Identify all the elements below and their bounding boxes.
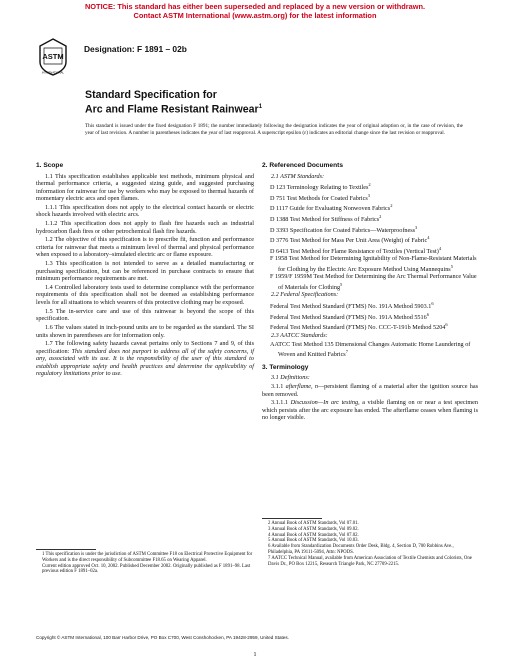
reference-item <box>262 202 478 213</box>
reference-text: D 1388 Test Method for Stiffness of Fabrics <box>270 216 380 224</box>
reference-footnote-marker: 4 <box>427 235 430 241</box>
federal-specs-subheading: 2.2 Federal Specifications: <box>271 291 339 299</box>
aatcc-reference-list <box>262 341 478 359</box>
reference-footnote-marker: 2 <box>368 182 371 188</box>
left-footnotes <box>36 541 254 575</box>
reference-text: Federal Test Method Standard (FTMS) No. 191A Method 5516 <box>270 313 427 321</box>
reference-text: D 3776 Test Method for Mass Per Unit Area (Weight) of Fabric <box>270 237 428 245</box>
footnote-item: 6 Available from Standardization Documents Order Desk, Bldg. 4, Section D, 700 Robbins Ave., Philadelphia, PA 19111-5094, Attn: NPODS. <box>268 544 454 555</box>
paragraph-1-1-2: 1.1.2 This specification does not apply to flash fire hazards such as industrial hydrocarbon flash fires or other petrochemical flash fire hazards. <box>36 220 254 235</box>
designation: Designation: F 1891 – 02b <box>84 44 187 54</box>
num-3-1-1: 3.1.1 <box>271 383 286 390</box>
footnote-item: 4 Annual Book of ASTM Standards, Vol 07.02. <box>268 532 359 538</box>
reference-text: D 3393 Specification for Coated Fabrics—Waterproofness <box>270 226 416 234</box>
safety-caveat: This standard does not purport to address all of the safety concerns, if any, associated with its use. It is the responsibility of the user of this standard to establish appropriate safety and health practices and determine the applicability of regulatory limitations prior to use. <box>36 347 254 378</box>
notice-line-2: Contact ASTM International (www.astm.org) for the latest information <box>133 11 377 20</box>
paragraph-1-4: 1.4 Controlled laboratory tests used to determine compliance with the performance requirements of this specification shall not be deemed as establishing performance levels for all situations to which wearers of this protective clothing may be exposed. <box>36 283 254 306</box>
title-footnote-marker: 1 <box>258 104 263 110</box>
aatcc-subheading: 2.3 AATCC Standards: <box>271 331 328 339</box>
reference-text: F 1958 Test Method for Determining Ignitability of Non-Flame-Resistant Materials for Clothing by the Electric Arc Exposure Method Using Mannequins <box>270 255 477 273</box>
paragraph-1-3: 1.3 This specification is not intended to serve as a detailed manufacturing or purchasing specification, but can be referenced in purchase contracts to ensure that minimum performance requirements are met. <box>36 260 254 283</box>
federal-reference-list <box>262 300 478 332</box>
term-afterflame: afterflame, n <box>285 383 318 390</box>
reference-footnote-marker: 6 <box>431 301 434 307</box>
reference-item <box>262 181 478 192</box>
reference-text: D 1117 Guide for Evaluating Nonwoven Fabrics <box>270 205 391 213</box>
reference-footnote-marker: 6 <box>445 322 448 328</box>
paragraph-3-1-1 <box>262 383 478 398</box>
reference-item <box>262 224 478 235</box>
paragraph-1-1: 1.1 This specification establishes applicable test methods, minimum physical and thermal performance criteria, a suggested sizing guide, and suggested purchasing information for rainwear for use by workers who may be exposed to thermal hazards of momentary electric arcs and open flames. <box>36 172 254 202</box>
paragraph-1-6: 1.6 The values stated in inch-pound units are to be regarded as the standard. The SI units shown in parentheses are for information only. <box>36 324 254 339</box>
astm-reference-list <box>262 181 478 291</box>
reference-text: D 6413 Test Method for Flame Resistance of Textiles (Vertical Test) <box>270 247 439 255</box>
footnote-rule <box>36 549 96 550</box>
reference-text: D 123 Terminology Relating to Textiles <box>270 184 369 192</box>
reference-footnote-marker: 5 <box>340 281 343 287</box>
footnote-1-edition: Current edition approved Oct. 10, 2002. Published December 2002. Originally published as F 1891–98. Last previous edition F 1891–02a. <box>42 563 251 575</box>
reference-item <box>262 255 478 273</box>
paragraph-1-7 <box>36 340 254 378</box>
reference-item <box>262 245 478 256</box>
reference-footnote-marker: 4 <box>438 245 442 251</box>
notice-line-1: NOTICE: This standard has either been superseded and replaced by a new version or withdrawn. <box>84 2 426 11</box>
svg-text:INTERNATIONAL: INTERNATIONAL <box>41 70 65 75</box>
footnote-1: 1 This specification is under the jurisdiction of ASTM Committee F18 on Electrical Protective Equipment for Workers and is the direct responsibility of Subcommittee F18.65 on Wearing Apparel. <box>42 552 253 563</box>
reference-text: D 751 Test Methods for Coated Fabrics <box>270 194 368 202</box>
reference-item <box>262 321 478 332</box>
paragraph-1-5: 1.5 The in-service care and use of this rainwear is beyond the scope of this specification. <box>36 307 254 323</box>
reference-text: Federal Test Method Standard (FTMS) No. 191A Method 5903.1 <box>270 303 432 311</box>
reference-item <box>262 311 478 322</box>
withdrawal-notice <box>0 2 510 20</box>
right-column <box>262 162 478 423</box>
copyright-line: Copyright © ASTM International, 100 Barr Harbor Drive, PO Box C700, West Conshohocken, PA 19428-2959, United States. <box>36 635 289 640</box>
paragraph-1-1-1: 1.1.1 This specification does not apply to the electrical contact hazards or electric shock hazards involved with electric arcs. <box>36 203 254 219</box>
num-3-1-1-1: 3.1.1.1 <box>271 399 291 407</box>
astm-logo <box>38 38 68 76</box>
footnote-item: 7 AATCC Technical Manual, available from American Association of Textile Chemists and Colorists, One Davis Dr., PO Box 12215, Research Triangle Park, NC 27709-2215. <box>268 555 472 567</box>
terminology-heading: 3. Terminology <box>262 363 309 371</box>
reference-item <box>262 273 478 291</box>
left-column <box>36 162 254 379</box>
discussion-text: , a visible flaming on or near a test specimen which persists after the arc exposure has ended. The afterflame ceases when flaming is no longer visible. <box>262 399 478 422</box>
title-line-2: Arc and Flame Resistant Rainwear <box>85 103 259 116</box>
reference-footnote-marker: 6 <box>426 311 429 317</box>
page-number: 1 <box>253 651 257 658</box>
document-title <box>85 89 262 116</box>
reference-item <box>262 213 478 224</box>
issued-note: This standard is issued under the fixed designation F 1891; the number immediately following the designation indicates the year of original adoption or, in the case of revision, the year of last revision. A number in parentheses indicates the year of last reapproval. A superscript epsilon (ε) indicates an editorial change since the last revision or reapproval. <box>85 123 463 136</box>
reference-footnote-marker: 7 <box>345 349 348 355</box>
svg-text:ASTM: ASTM <box>42 52 64 61</box>
footnote-item: 3 Annual Book of ASTM Standards, Vol 09.02. <box>268 526 359 532</box>
paragraph-1-2: 1.2 The objective of this specification is to prescribe fit, function and performance criteria for rainwear that meets a minimum level of thermal and physical performance when exposed to a laboratory–simulated electric arc or flame exposure. <box>36 236 254 259</box>
references-heading: 2. Referenced Documents <box>262 162 343 169</box>
paragraph-1-7-plain: 1.7 The following safety hazards caveat pertains only to Sections 7 and 9, of this specification: <box>36 340 254 355</box>
reference-item <box>262 341 478 359</box>
title-line-1: Standard Specification for <box>85 89 217 101</box>
reference-footnote-marker: 2 <box>390 203 393 209</box>
afterflame-definition: —persistent flaming of a material after the ignition source has been removed. <box>262 383 479 398</box>
discussion-label: Discussion—In arc testing <box>290 399 359 407</box>
reference-footnote-marker: 3 <box>415 224 418 230</box>
right-footnotes <box>262 510 478 567</box>
astm-standards-subheading: 2.1 ASTM Standards: <box>271 172 325 180</box>
scope-heading: 1. Scope <box>36 162 64 169</box>
right-footnote-list <box>262 521 478 567</box>
reference-footnote-marker: 5 <box>450 263 453 269</box>
footnote-item: 5 Annual Book of ASTM Standards, Vol 10.03. <box>268 538 359 544</box>
footnote-item: 2 Annual Book of ASTM Standards, Vol 07.01. <box>268 521 359 526</box>
paragraph-3-1-1-1 <box>262 399 478 422</box>
reference-text: F 1959/F 1959M Test Method for Determining the Arc Thermal Performance Value of Materials for Clothing <box>270 273 477 291</box>
reference-text: Federal Test Method Standard (FTMS) No. CCC-T-191b Method 5204 <box>270 324 446 332</box>
reference-item <box>262 192 478 203</box>
reference-item <box>262 234 478 245</box>
reference-text: AATCC Test Method 135 Dimensional Changes Automatic Home Laundering of Woven and Knitted Fabrics <box>270 340 471 359</box>
footnote-rule-right <box>262 518 322 519</box>
definitions-subheading: 3.1 Definitions: <box>271 374 310 382</box>
reference-footnote-marker: 2 <box>379 213 382 219</box>
reference-footnote-marker: 3 <box>367 192 371 198</box>
reference-item <box>262 300 478 311</box>
